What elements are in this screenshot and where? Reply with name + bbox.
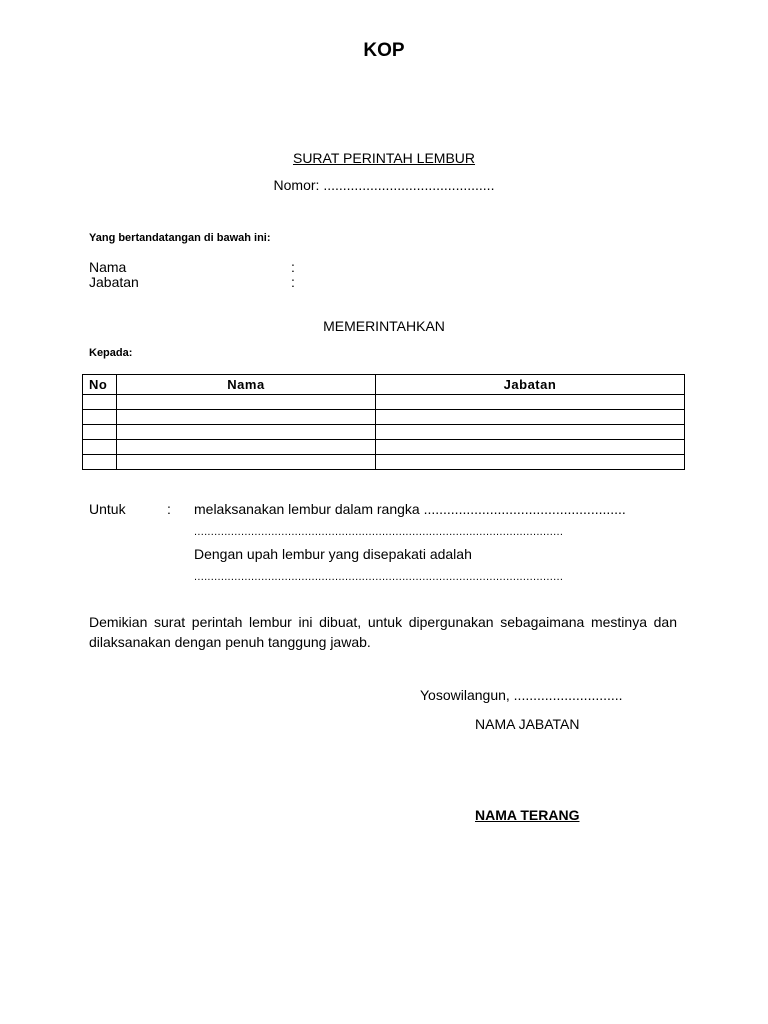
table-row	[83, 410, 685, 425]
table-header-row	[83, 375, 685, 395]
cell-jabatan	[376, 425, 685, 440]
cell-jabatan	[376, 395, 685, 410]
table-row	[83, 455, 685, 470]
purpose-line-2: ..............................................................................................................	[194, 526, 564, 538]
document-number: Nomor: ............................................	[273, 177, 495, 193]
table-row	[83, 440, 685, 455]
cell-nama	[117, 440, 376, 455]
cell-no	[83, 440, 117, 455]
signer-position-colon: :	[291, 274, 295, 290]
cell-no	[83, 455, 117, 470]
cell-nama	[117, 410, 376, 425]
wage-dots-line: ..............................................................................................................	[194, 571, 564, 583]
document-title: SURAT PERINTAH LEMBUR	[292, 150, 476, 166]
employee-table	[82, 374, 685, 470]
purpose-line-1: melaksanakan lembur dalam rangka ....................................................	[194, 501, 626, 517]
cell-jabatan	[376, 440, 685, 455]
signer-name-label: Nama	[89, 259, 127, 275]
closing-paragraph: Demikian surat perintah lembur ini dibuat, untuk dipergunakan sebagaimana mestinya dan dilaksanakan dengan penuh tanggung jawab.	[89, 614, 677, 650]
cell-nama	[117, 425, 376, 440]
column-header-no: No	[83, 375, 117, 395]
signer-intro: Yang bertandatangan di bawah ini:	[89, 232, 271, 244]
signer-position-title: NAMA JABATAN	[475, 716, 580, 732]
cell-jabatan	[376, 410, 685, 425]
table-row	[83, 425, 685, 440]
cell-no	[83, 425, 117, 440]
purpose-label: Untuk	[89, 501, 126, 517]
cell-nama	[117, 455, 376, 470]
wage-line: Dengan upah lembur yang disepakati adalah	[194, 546, 472, 562]
signer-full-name: NAMA TERANG	[475, 807, 580, 823]
signer-name-colon: :	[291, 259, 295, 275]
cell-no	[83, 410, 117, 425]
cell-nama	[117, 395, 376, 410]
letterhead-placeholder: KOP	[363, 40, 405, 61]
order-heading: MEMERINTAHKAN	[323, 318, 445, 334]
cell-no	[83, 395, 117, 410]
purpose-colon: :	[167, 501, 171, 517]
cell-jabatan	[376, 455, 685, 470]
column-header-nama: Nama	[117, 375, 376, 395]
signer-position-label: Jabatan	[89, 274, 139, 290]
recipient-label: Kepada:	[89, 347, 133, 359]
place-date: Yosowilangun, ............................	[420, 687, 623, 703]
table-row	[83, 395, 685, 410]
column-header-jabatan: Jabatan	[376, 375, 685, 395]
